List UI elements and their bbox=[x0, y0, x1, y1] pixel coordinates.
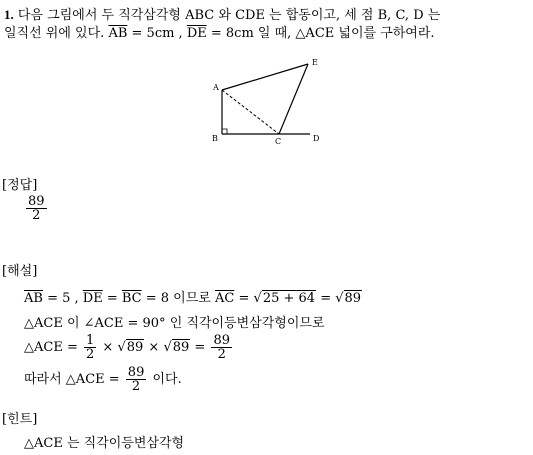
hint-text: △ACE 는 직각이등변삼각형 bbox=[24, 436, 185, 451]
expl4-pre: 따라서 △ACE = bbox=[24, 372, 124, 387]
sqrt-89-a-radicand: 89 bbox=[126, 340, 144, 355]
expl-text-b: = 8 이므로 bbox=[141, 291, 215, 306]
answer-fraction bbox=[26, 195, 47, 222]
fraction-89-2 bbox=[211, 334, 232, 361]
question-line-2 bbox=[4, 26, 435, 42]
explanation-line-3 bbox=[24, 334, 234, 361]
result-numerator: 89 bbox=[127, 365, 145, 380]
sqrt-sum-radicand: 25 + 64 bbox=[262, 291, 316, 306]
frac-89-numerator: 89 bbox=[213, 333, 231, 348]
expl3-pre: △ACE = bbox=[24, 340, 82, 355]
hint-header: [힌트] bbox=[2, 412, 38, 427]
explanation-line-1 bbox=[24, 290, 362, 307]
sqrt-89-radicand: 89 bbox=[344, 291, 362, 306]
answer-value bbox=[24, 195, 49, 222]
sqrt-89-a: √89 bbox=[117, 340, 144, 355]
times-1: × bbox=[98, 340, 118, 355]
segment-de-2: $\overline{DE}$ bbox=[82, 291, 103, 306]
segment-ab: $\overline{AB}$ bbox=[108, 26, 128, 41]
segment-bc: $\overline{BC}$ bbox=[121, 291, 142, 306]
explanation-line-4 bbox=[24, 366, 182, 393]
expl-eq-1: = bbox=[102, 291, 122, 306]
fraction-result bbox=[126, 366, 147, 393]
sqrt-sum: √25 + 64 bbox=[253, 291, 316, 306]
label-a: A bbox=[213, 83, 219, 92]
expl-eq-2: = bbox=[234, 291, 254, 306]
segment-ac: $\overline{AC}$ bbox=[215, 291, 235, 306]
explanation-line-2: △ACE 이 ∠ACE = 90° 인 직각이등변삼각형이므로 bbox=[24, 316, 325, 331]
question-number: 1. bbox=[4, 7, 14, 22]
sqrt-89-b-radicand: 89 bbox=[172, 340, 190, 355]
answer-numerator: 89 bbox=[28, 194, 45, 209]
answer-denominator: 2 bbox=[32, 208, 41, 223]
question-text-1: 다음 그림에서 두 직각삼각형 ABC 와 CDE 는 합동이고, 세 점 B, C, D 는 bbox=[17, 8, 441, 23]
label-e: E bbox=[312, 58, 318, 67]
expl-text-a: = 5 , bbox=[42, 291, 83, 306]
explanation-header: [해설] bbox=[2, 264, 38, 279]
de-value: = 8cm 일 때, △ACE 넓이를 구하여라. bbox=[206, 26, 435, 41]
frac-89-denominator: 2 bbox=[217, 347, 226, 362]
sqrt-89-b: √89 bbox=[163, 340, 190, 355]
result-denominator: 2 bbox=[131, 379, 141, 394]
fraction-half bbox=[84, 334, 96, 361]
label-b: B bbox=[212, 134, 218, 143]
expl4-post: 이다. bbox=[148, 372, 182, 387]
half-numerator: 1 bbox=[85, 333, 95, 348]
expl-eq-3: = bbox=[316, 291, 336, 306]
half-denominator: 2 bbox=[85, 347, 95, 362]
question-line-1 bbox=[4, 7, 440, 24]
question-text-2: 일직선 위에 있다. bbox=[4, 26, 109, 41]
ab-value: = 5cm , bbox=[127, 26, 187, 41]
expl3-eq: = bbox=[190, 340, 210, 355]
triangle-figure bbox=[0, 50, 533, 210]
segment-ab-2: $\overline{AB}$ bbox=[24, 291, 43, 306]
answer-header: [정답] bbox=[2, 178, 38, 193]
label-c: C bbox=[275, 137, 282, 146]
times-2: × bbox=[144, 340, 164, 355]
segment-de: $\overline{DE}$ bbox=[186, 26, 207, 41]
label-d: D bbox=[313, 134, 320, 143]
sqrt-89: √89 bbox=[335, 291, 362, 306]
